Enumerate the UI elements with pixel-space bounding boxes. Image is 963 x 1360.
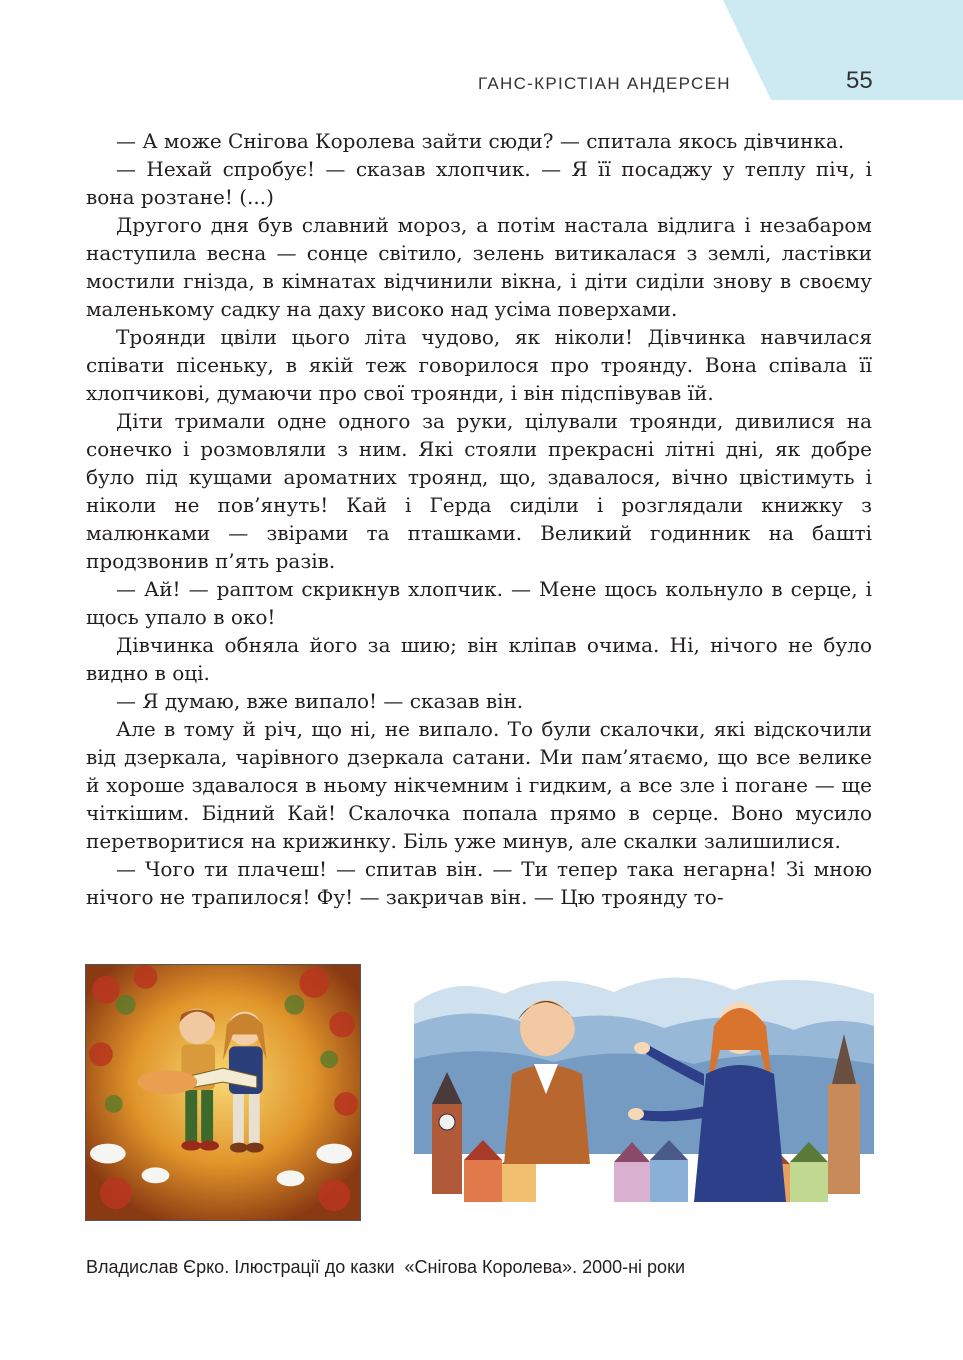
paragraph: Діти тримали одне одного за руки, цілували троянди, дивилися на сонечко і розмовляли з ним. Які стояли прекрасні літні дні, як добре було під кущами ароматних троянд, що, здавалося, вічно цвістимуть і ніколи не пов’януть! Кай і Герда сиділи і розглядали книжку з малюнками — звірами та пташками. Великий годинник на башті продзвонив п’ять разів. [86, 409, 872, 573]
paragraph: Але в тому й річ, що ні, не випало. То були скалочки, які відскочили від дзеркала, чарівного дзеркала сатани. Ми пам’ятаємо, що все велике й хороше здавалося в ньому нікчемним і гидким, а все зле і погане — ще чіткішим. Бідний Кай! Скалочка попала прямо в серце. Воно мусило перетворитися на крижинку. Біль уже минув, але скалки залишилися. [86, 717, 872, 853]
paragraph: — Я думаю, вже випало! — сказав він. [116, 689, 524, 713]
illustration-kai-gerda-garden [85, 964, 361, 1221]
paragraph: — Нехай спробує! — сказав хлопчик. — Я її посаджу у теплу піч, і вона розтане! (...) [86, 157, 872, 209]
paragraph: Другого дня був славний мороз, а потім настала відлига і незабаром наступила весна — сонце світило, зелень витикалася з землі, ластівки мостили гнізда, в кімнатах відчинили вікна, і діти сиділи знову в своєму маленькому садку на даху високо над усіма поверхами. [86, 213, 872, 321]
paragraph: — А може Снігова Королева зайти сюди? — спитала якось дівчинка. [116, 129, 845, 153]
paragraph: Троянди цвіли цього літа чудово, як ніколи! Дівчинка навчилася співати пісеньку, в якій теж говорилося про троянду. Вона співала її хлопчикові, думаючи про свої троянди, і він підспівував їй. [86, 325, 872, 405]
illustration-kai-gerda-town [414, 964, 874, 1222]
paragraph: Дівчинка обняла його за шию; він кліпав очима. Ні, нічого не було видно в оці. [86, 633, 872, 685]
garden-illustration-image [86, 965, 360, 1220]
story-text [86, 127, 872, 911]
header-decorative-band [723, 0, 963, 100]
illustration-caption: Владислав Єрко. Ілюстрації до казки «Снігова Королева». 2000-ні роки [86, 1257, 686, 1277]
paragraph: — Ай! — раптом скрикнув хлопчик. — Мене щось кольнуло в серце, і щось упало в око! [86, 577, 872, 629]
running-header-author: ГАНС-КРІСТІАН АНДЕРСЕН [478, 74, 731, 93]
page-number: 55 [846, 67, 873, 94]
paragraph: — Чого ти плачеш! — спитав він. — Ти тепер така негарна! Зі мною нічого не трапилося! Фу! — закричав він. — Цю троянду то- [86, 857, 872, 909]
town-illustration-image [414, 964, 874, 1222]
